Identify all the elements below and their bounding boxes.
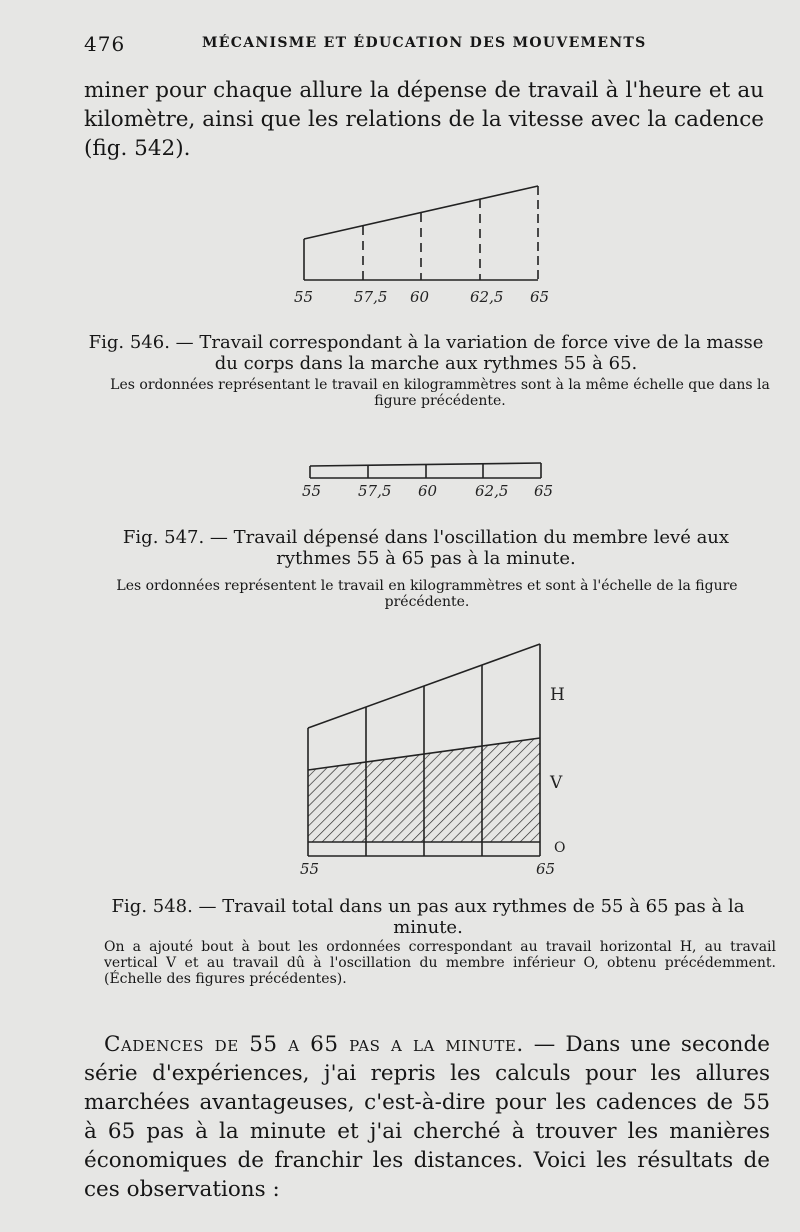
intro-paragraph: miner pour chaque allure la dépense de travail à l'heure et au kilomètre, ainsi que les relations de la vitesse avec la cadence (fig. 542). (84, 78, 764, 161)
section-text: Dans une seconde série d'expériences, j'ai repris les calculs pour les allures marchées avantageuses, c'est-à-dire pour les cadences de 55 à 65 pas à la minute et j'ai cherché à trouver les manières économiques de franchir les distances. Voici les résultats de ces observations : (84, 1032, 770, 1202)
fig546-tick-65: 65 (530, 288, 550, 306)
fig547-tick-55: 55 (302, 482, 322, 500)
figure-547 (298, 456, 568, 506)
fig548-caption: Fig. 548. — Travail total dans un pas aux rythmes de 55 à 65 pas à la minute. (111, 896, 745, 938)
fig547-tick-65: 65 (534, 482, 554, 500)
running-title: MÉCANISME ET ÉDUCATION DES MOUVEMENTS (202, 35, 647, 51)
fig547-tick-60: 60 (418, 482, 438, 500)
fig546-tick-62: 62,5 (470, 288, 504, 306)
page-number: 476 (84, 32, 126, 56)
fig548-label-o: O (554, 840, 566, 856)
figure-548 (290, 636, 590, 882)
fig547-note: Les ordonnées représentent le travail en kilogrammètres et sont à l'échelle de la figure précédente. (116, 578, 738, 610)
fig547-tick-62: 62,5 (475, 482, 509, 500)
fig546-caption: Fig. 546. — Travail correspondant à la variation de force vive de la masse du corps dans la marche aux rythmes 55 à 65. (88, 332, 764, 374)
figure-546 (290, 180, 570, 310)
page-header (84, 32, 744, 56)
section-paragraph (84, 1030, 770, 1204)
fig548-label-v: V (550, 773, 563, 793)
fig547-caption: Fig. 547. — Travail dépensé dans l'oscillation du membre levé aux rythmes 55 à 65 pas à la minute. (122, 527, 730, 569)
fig546-tick-60: 60 (410, 288, 430, 306)
fig548-note: On a ajouté bout à bout les ordonnées correspondant au travail horizontal H, au travail vertical V et au travail dû à l'oscillation du membre inférieur O, obtenu précédemment. (Échelle des figures précédentes). (104, 939, 776, 987)
fig546-note: Les ordonnées représentant le travail en kilogrammètres sont à la même échelle que dans la figure précédente. (110, 377, 770, 409)
fig548-tick-55: 55 (300, 860, 320, 878)
fig546-tick-57: 57,5 (354, 288, 388, 306)
fig548-tick-65: 65 (536, 860, 556, 878)
fig548-label-h: H (550, 685, 565, 705)
section-heading: Cadences de 55 a 65 pas a la minute. (104, 1032, 524, 1057)
fig547-tick-57: 57,5 (358, 482, 392, 500)
section-dash: — (523, 1032, 566, 1057)
fig546-tick-55: 55 (294, 288, 314, 306)
